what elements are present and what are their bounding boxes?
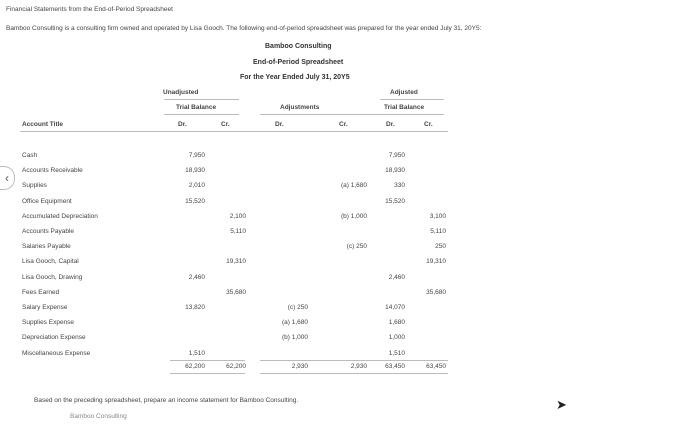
utb-dr-cell: 13,820 xyxy=(185,304,205,311)
group-rule xyxy=(164,114,239,115)
atb-dr-cell: 330 xyxy=(394,182,405,190)
adj-dr-cell: (b) 1,000 xyxy=(281,334,308,342)
pointer-cursor-icon: ➤ xyxy=(556,397,567,412)
unadjusted-header-1: Unadjusted xyxy=(163,89,199,96)
adj-dr-cell: (c) 250 xyxy=(287,304,308,311)
company-name: Bamboo Consulting xyxy=(265,43,332,50)
atb-cr-cell: 35,680 xyxy=(426,288,446,296)
account-title-cell: Accounts Payable xyxy=(22,228,75,235)
group-rule xyxy=(380,99,444,100)
account-title-cell: Office Equipment xyxy=(22,197,72,205)
utb-cr-cell: 19,310 xyxy=(226,258,246,266)
total-adj-cr: 2,930 xyxy=(350,363,367,370)
sheet-name: End-of-Period Spreadsheet xyxy=(253,59,344,66)
income-statement-heading-partial: Bamboo Consulting xyxy=(70,413,127,420)
atb-dr-cell: 1,510 xyxy=(388,349,405,357)
atb-dr-header: Dr. xyxy=(386,121,395,128)
account-title-cell: Depreciation Expense xyxy=(22,334,86,342)
account-title-cell: Supplies xyxy=(22,182,47,190)
totals-rule xyxy=(170,360,245,361)
account-title-cell: Fees Earned xyxy=(22,288,60,296)
adj-cr-cell: (b) 1,000 xyxy=(340,212,367,220)
utb-dr-cell: 2,010 xyxy=(188,182,205,190)
utb-dr-header: Dr. xyxy=(178,121,187,128)
adjustments-header: Adjustments xyxy=(280,104,320,111)
adj-cr-cell: (c) 250 xyxy=(346,243,367,251)
adj-dr-cell: (a) 1,680 xyxy=(281,319,308,327)
totals-double-rule xyxy=(170,373,245,374)
utb-cr-header: Cr. xyxy=(221,121,230,128)
totals-rule xyxy=(260,360,448,361)
sheet-period: For the Year Ended July 31, 20Y5 xyxy=(240,74,350,81)
utb-cr-cell: 35,680 xyxy=(226,288,246,296)
total-utb-cr: 62,200 xyxy=(226,363,246,370)
atb-cr-cell: 3,100 xyxy=(429,212,446,220)
adjusted-header-2: Trial Balance xyxy=(384,104,425,111)
group-rule xyxy=(260,114,380,115)
utb-dr-cell: 15,520 xyxy=(185,197,205,205)
atb-dr-cell: 14,070 xyxy=(385,304,405,311)
utb-cr-cell: 2,100 xyxy=(229,212,246,220)
page-title: Financial Statements from the End-of-Period Spreadsheet xyxy=(6,6,173,13)
instruction-text: Based on the preceding spreadsheet, prepare an income statement for Bamboo Consulting. xyxy=(34,397,299,404)
adj-cr-cell: (a) 1,680 xyxy=(340,182,367,190)
atb-cr-cell: 250 xyxy=(435,243,446,251)
adjusted-header-1: Adjusted xyxy=(390,89,418,96)
group-rule xyxy=(380,114,444,115)
atb-cr-header: Cr. xyxy=(424,121,433,128)
atb-cr-cell: 19,310 xyxy=(426,258,446,266)
chevron-left-icon[interactable]: ‹ xyxy=(0,166,15,190)
account-title-cell: Supplies Expense xyxy=(22,319,75,327)
account-title-cell: Miscellaneous Expense xyxy=(22,349,91,357)
utb-dr-cell: 1,510 xyxy=(188,349,205,357)
intro-text: Bamboo Consulting is a consulting firm owned and operated by Lisa Gooch. The following end-of-period spreadsheet was prepared for the year ended July 31, 20Y5: xyxy=(6,25,482,32)
header-rule xyxy=(20,131,448,132)
account-title-cell: Lisa Gooch, Drawing xyxy=(22,273,83,281)
total-atb-dr: 63,450 xyxy=(385,363,405,370)
account-title-cell: Lisa Gooch, Capital xyxy=(22,258,79,266)
utb-dr-cell: 18,930 xyxy=(185,167,205,175)
adj-dr-header: Dr. xyxy=(275,121,284,128)
atb-dr-cell: 2,460 xyxy=(388,273,405,281)
atb-cr-cell: 5,110 xyxy=(430,228,446,235)
totals-double-rule xyxy=(260,373,448,374)
unadjusted-header-2: Trial Balance xyxy=(176,104,217,111)
atb-dr-cell: 1,680 xyxy=(388,319,405,327)
utb-cr-cell: 5,110 xyxy=(230,228,246,235)
account-title-cell: Cash xyxy=(22,152,38,159)
atb-dr-cell: 7,950 xyxy=(388,152,405,159)
account-title-cell: Salary Expense xyxy=(22,304,68,311)
total-atb-cr: 63,450 xyxy=(426,363,446,370)
adj-cr-header: Cr. xyxy=(339,121,348,128)
group-rule xyxy=(164,99,239,100)
atb-dr-cell: 18,930 xyxy=(385,167,405,175)
total-adj-dr: 2,930 xyxy=(291,363,308,370)
atb-dr-cell: 1,000 xyxy=(388,334,405,342)
account-title-header: Account Title xyxy=(22,121,64,128)
account-title-cell: Salaries Payable xyxy=(22,243,71,251)
account-title-cell: Accumulated Depreciation xyxy=(22,212,98,220)
atb-dr-cell: 15,520 xyxy=(385,197,405,205)
utb-dr-cell: 7,950 xyxy=(188,152,205,159)
utb-dr-cell: 2,460 xyxy=(188,273,205,281)
account-title-cell: Accounts Receivable xyxy=(22,167,83,175)
total-utb-dr: 62,200 xyxy=(185,363,205,370)
